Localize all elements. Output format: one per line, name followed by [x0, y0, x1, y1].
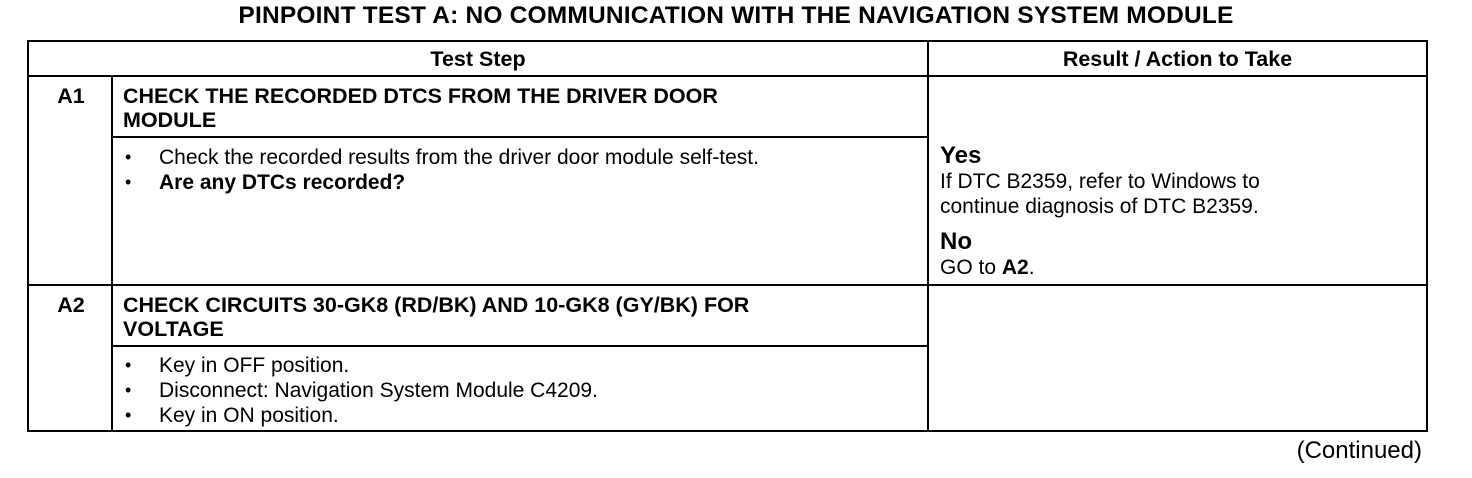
result-no-text: GO to A2. [940, 256, 1035, 279]
pinpoint-test-table [27, 40, 1428, 432]
list-item: • Are any DTCs recorded? [125, 171, 406, 194]
result-yes-label: Yes [940, 142, 982, 169]
step-instructions-a1 [123, 145, 913, 195]
step-title-a2-line2: VOLTAGE [123, 317, 224, 341]
list-item: • Check the recorded results from the driver door module self-test. [125, 146, 759, 169]
result-header: Result / Action to Take [1062, 47, 1293, 71]
step-title-a1 [123, 84, 913, 132]
bullet-icon: • [125, 355, 132, 375]
bullet-icon: • [125, 147, 132, 167]
result-yes-line2: continue diagnosis of DTC B2359. [940, 195, 1259, 218]
bullet-icon: • [125, 172, 132, 192]
step-title-a2-line1: CHECK CIRCUITS 30-GK8 (RD/BK) AND 10-GK8 (GY/BK) FOR [123, 293, 750, 317]
a2-title-divider [111, 345, 927, 347]
bullet-icon: • [125, 405, 132, 425]
bullet-icon: • [125, 380, 132, 400]
result-no-label: No [940, 228, 972, 255]
result-yes-line1: If DTC B2359, refer to Windows to [940, 170, 1260, 193]
row-divider [29, 284, 1426, 286]
step-title-a1-line2: MODULE [123, 108, 217, 132]
list-item: • Key in ON position. [125, 404, 339, 427]
goto-a2-link: A2 [1001, 256, 1029, 279]
step-instructions-a2 [123, 353, 913, 428]
list-item: • Disconnect: Navigation System Module C4209. [125, 379, 598, 402]
continued-note: (Continued) [1296, 437, 1422, 464]
list-item: • Key in OFF position. [125, 354, 350, 377]
column-divider [927, 42, 929, 430]
test-step-header: Test Step [430, 47, 526, 71]
step-id-a1: A1 [57, 84, 85, 108]
result-a1 [940, 143, 1410, 280]
a1-title-divider [111, 136, 927, 138]
step-title-a1-line1: CHECK THE RECORDED DTCS FROM THE DRIVER DOOR [123, 84, 718, 108]
page-title: PINPOINT TEST A: NO COMMUNICATION WITH THE NAVIGATION SYSTEM MODULE [238, 2, 1234, 29]
step-title-a2 [123, 293, 913, 341]
step-id-a2: A2 [57, 293, 85, 317]
